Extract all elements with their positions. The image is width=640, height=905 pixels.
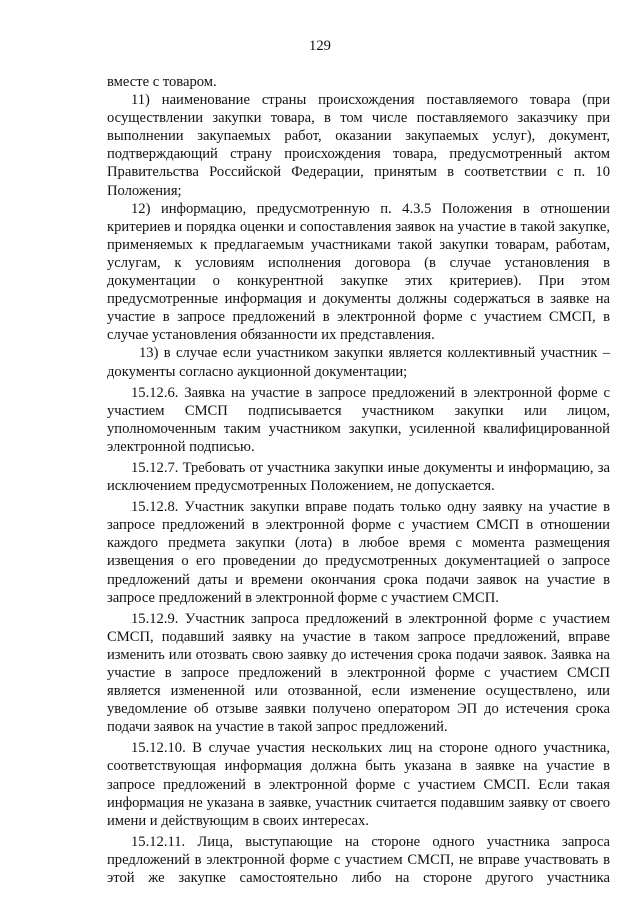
clause-15-12-7: 15.12.7. Требовать от участника закупки иные документы и информацию, за исключением предусмотренных Положением, не допускается. <box>107 459 610 495</box>
list-item-13: 13) в случае если участником закупки является коллективный участник – документы согласно аукционной документации; <box>107 345 610 380</box>
clause-15-12-10: 15.12.10. В случае участия нескольких лиц на стороне одного участника, соответствующая информация должна быть указана в заявке на участие в запросе предложений в электронной форме с участием СМСП. Если такая информация не указана в заявке, участник считается подавшим заявку от своего имени и действующим в своих интересах. <box>107 740 610 829</box>
list-item-12: 12) информацию, предусмотренную п. 4.3.5 Положения в отношении критериев и порядка оценки и сопоставления заявок на участие в такой закупке, применяемых к предлагаемым участниками такой закупки товарам, работам, услугам, к условиям исполнения договора (в случае установления в документации о конкурентной закупке этих критериев). При этом предусмотренные информация и документы должны содержаться в заявке на участие в запросе предложений в электронной форме с участием СМСП, в случае установления обязанности их представления. <box>107 200 610 344</box>
document-body <box>107 73 610 887</box>
clause-15-12-8: 15.12.8. Участник закупки вправе подать только одну заявку на участие в запросе предложений в электронной форме с участием СМСП в отношении каждого предмета закупки (лота) в любое время с момента размещения извещения о его проведении до предусмотренных документацией о запросе предложений даты и времени окончания срока подачи заявок на участие в запросе предложений в электронной форме с участием СМСП. <box>107 499 610 606</box>
clause-15-12-11: 15.12.11. Лица, выступающие на стороне одного участника запроса предложений в электронной форме с участием СМСП, не вправе участвовать в этой же закупке самостоятельно либо на стороне другого участника <box>107 833 610 887</box>
clause-15-12-9: 15.12.9. Участник запроса предложений в электронной форме с участием СМСП, подавший заявку на участие в таком запросе предложений, вправе изменить или отозвать свою заявку до истечения срока подачи заявок. Заявка на участие в запросе предложений в электронной форме с участием СМСП является измененной или отозванной, если изменение осуществлено, или уведомление об отзыве заявки получено оператором ЭП до истечения срока подачи заявок на участие в такой запрос предложений. <box>107 610 610 736</box>
clause-15-12-6: 15.12.6. Заявка на участие в запросе предложений в электронной форме с участием СМСП подписывается участником закупки или лицом, уполномоченным таким участником закупки, усиленной квалифицированной электронной подписью. <box>107 384 610 455</box>
page-number: 129 <box>309 38 331 54</box>
list-item-11: 11) наименование страны происхождения поставляемого товара (при осуществлении закупки товара, в том числе поставляемого заказчику при выполнении закупаемых работ, оказании закупаемых услуг), документ, подтверждающий страну происхождения товара, предусмотренный актом Правительства Российской Федерации, принятым в соответствии с п. 10 Положения; <box>107 92 610 199</box>
paragraph-continuation: вместе с товаром. <box>107 74 217 90</box>
